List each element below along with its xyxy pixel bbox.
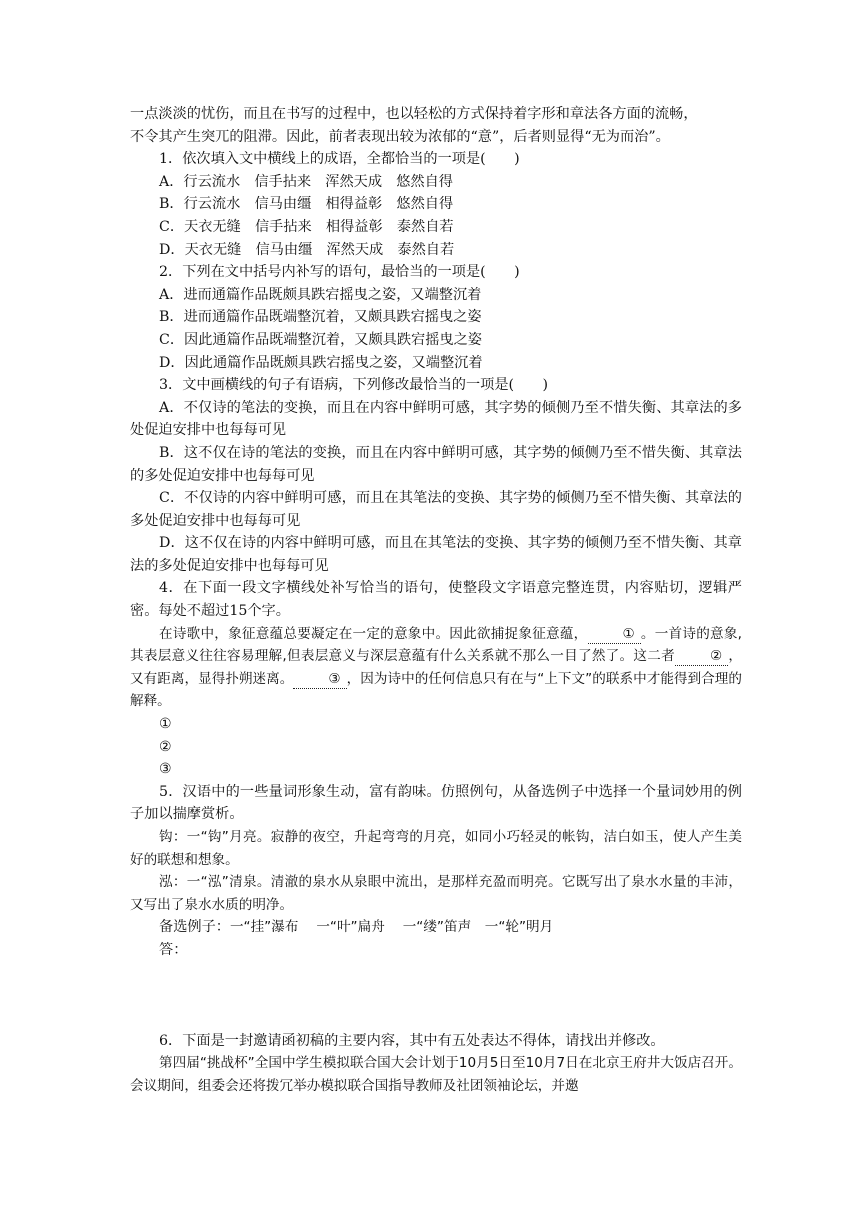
question-2-option-b: B．进而通篇作品既端整沉着，又颇具跌宕摇曳之姿 [159, 309, 482, 326]
question-5-stem: 5．汉语中的一些量词形象生动，富有韵味。仿照例句，从备选例子中选择一个量词妙用的例子加以揣摩赏析。 [130, 783, 742, 823]
question-2-stem: 2．下列在文中括号内补写的语句，最恰当的一项是( ) [159, 264, 520, 281]
intro-line-2: 不令其产生突兀的阻滞。因此，前者表现出较为浓郁的“意”，后者则显得“无为而治”。 [130, 128, 670, 145]
answer-space [130, 962, 742, 1030]
question-5-example-2: 泓：一“泓”清泉。清澈的泉水从泉眼中流出，是那样充盈而明亮。它既写出了泉水水量的丰沛，又写出了泉水水质的明净。 [130, 874, 742, 913]
question-3-option-b: B．这不仅在诗的笔法的变换，而且在内容中鲜明可感，其字势的倾侧乃至不惜失衡、其章法的多处促迫安排中也每每可见 [130, 444, 742, 484]
question-4-passage [130, 623, 742, 713]
document-body [130, 103, 742, 1097]
choices-label: 备选例子： [159, 919, 230, 936]
question-6-stem: 6．下面是一封邀请函初稿的主要内容，其中有五处表达不得体，请找出并修改。 [159, 1032, 665, 1049]
question-3-option-d: D．这不仅在诗的内容中鲜明可感，而且在其笔法的变换、其字势的倾侧乃至不惜失衡、其章法的多处促迫安排中也每每可见 [130, 535, 742, 574]
question-2-option-c: C．因此通篇作品既端整沉着，又颇具跌宕摇曳之姿 [159, 331, 482, 348]
question-1-option-d: D．天衣无缝 信马由缰 浑然天成 泰然自若 [159, 241, 455, 258]
answer-line-2: ② [159, 738, 172, 755]
question-1 [130, 148, 742, 261]
question-4 [130, 577, 742, 780]
question-3-stem: 3．文中画横线的句子有语病，下列修改最恰当的一项是( ) [159, 377, 548, 394]
question-2-option-d: D．因此通篇作品既颇具跌宕摇曳之姿，又端整沉着 [159, 354, 483, 371]
blank-3: ③ [293, 670, 346, 689]
question-3 [130, 374, 742, 577]
question-6 [130, 1030, 742, 1098]
passage-part-a: 在诗歌中，象征意蕴总要凝定在一定的意象中。因此欲捕捉象征意蕴， [159, 625, 588, 642]
question-1-stem: 1．依次填入文中横线上的成语，全都恰当的一项是( ) [159, 151, 520, 168]
passage-part-d: ，因为诗中的任何信息只有在与“上下文”的联系中才能得到合理的解释。 [130, 670, 742, 710]
passage-part-b: 。一首诗的意象,其表层意义往往容易理解,但表层意义与深层意蕴有什么关系就不那么一目了然了。这二者 [130, 625, 742, 665]
question-2 [130, 261, 742, 374]
passage-part-c: ，又有距离，显得扑朔迷离。 [130, 648, 742, 687]
question-3-option-c: C．不仅诗的内容中鲜明可感，而且在其笔法的变换、其字势的倾侧乃至不惜失衡、其章法的多处促迫安排中也每每可见 [130, 490, 742, 529]
question-3-option-a: A．不仅诗的笔法的变换，而且在内容中鲜明可感，其字势的倾侧乃至不惜失衡、其章法的多处促迫安排中也每每可见 [130, 399, 742, 439]
question-5-choices [130, 916, 742, 939]
question-6-passage: 第四届“挑战杯”全国中学生模拟联合国大会计划于10月5日至10月7日在北京王府井大饭店召开。会议期间，组委会还将拨冗举办模拟联合国指导教师及社团领袖论坛，并邀 [130, 1055, 742, 1094]
blank-2: ② [675, 647, 728, 666]
question-4-stem: 4．在下面一段文字横线处补写恰当的语句，使整段文字语意完整连贯，内容贴切，逻辑严密。每处不超过15个字。 [130, 580, 742, 620]
question-5-example-1: 钩：一“钩”月亮。寂静的夜空，升起弯弯的月亮，如同小巧轻灵的帐钩，洁白如玉，使人产生美好的联想和想象。 [130, 829, 742, 868]
question-1-option-c: C．天衣无缝 信手拈来 相得益彰 泰然自若 [159, 218, 454, 235]
choices-list: 一“挂”瀑布 一“叶”扁舟 一“缕”笛声 一“轮”明月 [229, 919, 554, 936]
answer-line-3: ③ [159, 761, 172, 778]
question-2-option-a: A．进而通篇作品既颇具跌宕摇曳之姿，又端整沉着 [159, 286, 482, 303]
question-5 [130, 781, 742, 1030]
intro-line-1: 一点淡淡的忧伤，而且在书写的过程中，也以轻松的方式保持着字形和章法各方面的流畅， [130, 106, 698, 122]
question-1-option-a: A．行云流水 信手拈来 浑然天成 悠然自得 [159, 173, 453, 190]
answer-line-1: ① [159, 716, 172, 733]
blank-1: ① [588, 625, 641, 644]
question-5-answer-label: 答： [159, 941, 188, 958]
question-1-option-b: B．行云流水 信马由缰 相得益彰 悠然自得 [159, 196, 454, 213]
